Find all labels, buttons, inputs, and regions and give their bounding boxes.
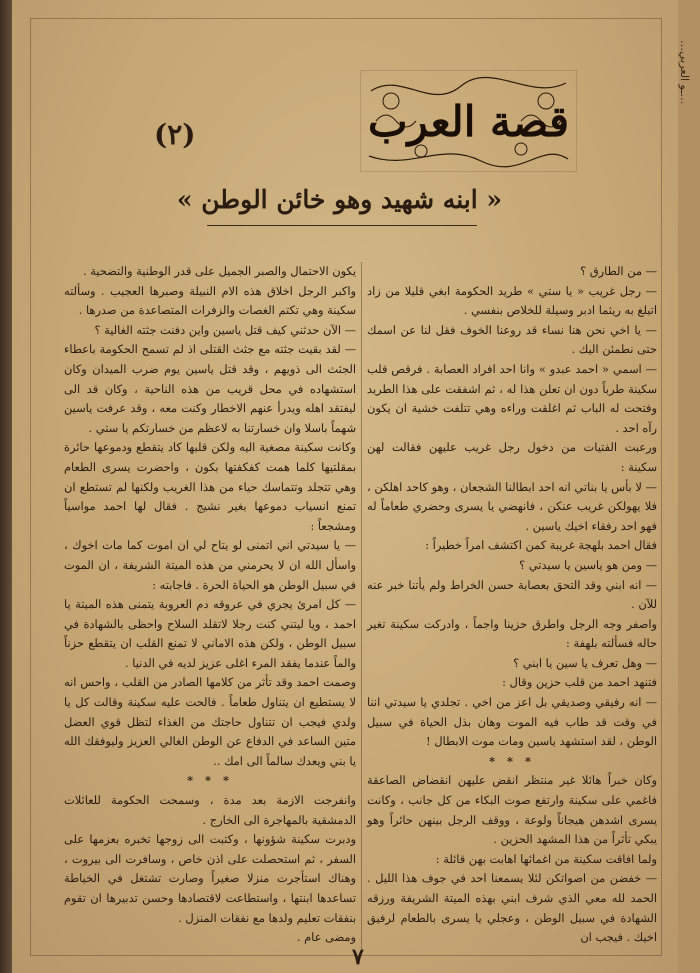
left-column	[64, 262, 356, 948]
column-divider	[361, 262, 362, 952]
paragraph: ورعبت الفتيات من دخول رجل غريب عليهن فقالت لهن سكينة :	[367, 440, 657, 474]
paragraph: وكانت سكينة مصغية اليه ولكن قلبها كاد يتقطع ودموعها حائرة بمقلتيها كلما همت كفكفتها بكون ، واحضرت يسرى الطعام وهي تتجلد وتتماسك حياء من هذا الغريب ولكنها لم تستطع ان تمنع انسياب دموعها بغير نشيج . فقال لها احمد مواسياً ومشجعاً :	[64, 440, 356, 533]
section-separator: * * *	[187, 773, 233, 788]
paragraph: — انه ابني وقد التحق بعصابة حسن الخراط ولم يأتنا خبر عنه للآن .	[367, 577, 657, 612]
article-headline: « ابنه شهيد وهو خائن الوطن »	[176, 185, 502, 214]
section-separator: * * *	[489, 753, 535, 768]
paragraph: — يا سيدتي اني اتمنى لو يتاح لي ان اموت كما مات اخوك ، واسأل الله ان لا يحرمني من هذه الميتة الشريفة ، ان الموت في سبيل الوطن هو الحياة الحرة . فاجابته :	[64, 538, 356, 592]
paragraph: واصفر وجه الرجل واطرق حزينا واجماً ، وادركت سكينة تغير حاله فسألته بلهفة :	[367, 616, 657, 651]
paragraph: — اسمي « احمد عبدو » وانا احد افراد العصابة . فرقص قلب سكينة طرباً دون ان تعلن هذا له ، ثم اشفقت على هذا الطريد وفتحت له الباب ثم اغلقت وراءه وهي تتلفت خشية ان يكون رآه احد .	[367, 361, 657, 435]
paragraph: واكبر الرجل اخلاق هذه الام النبيلة وصبرها العجيب . وسألته سكينة وهي تكتم الغصات والزفرات المتصاعدة من صدرها .	[64, 283, 356, 318]
headline-rule	[207, 225, 477, 226]
paragraph: يكون الاحتمال والصبر الجميل على قدر الوطنية والتضحية .	[82, 264, 356, 278]
paragraph: وانفرجت الازمة بعد مدة ، وسمحت الحكومة للعائلات الدمشقية بالمهاجرة الى الخارج .	[64, 793, 356, 827]
paragraph: — خفضن من اصواتكن لئلا يسمعنا احد في جوف هذا الليل . الحمد لله معي الذي شرف ابني بهذه الميتة الشريفة ورزقه الشهادة في سبيل الوطن ، وعجلي يا يسرى بالطعام لرفيق اخيك . فيجب ان	[367, 871, 657, 945]
next-page-text: …ـو العربي…	[678, 40, 691, 105]
paragraph: فتنهد احمد من قلب حزين وقال :	[502, 675, 657, 690]
paragraph: — الآن حدثني كيف قتل ياسين واين دفنت جثته الغالية ؟	[94, 322, 356, 337]
paragraph: — رجل غريب « يا ستي » طريد الحكومة ابغي قليلا من زاد اتبلغ به ريثما ادبر وسيلة للخلاص بنفسي .	[367, 283, 657, 318]
paragraph: — يا اخي نحن هنا نساء قد روعنا الخوف فقل لنا عن اسمك حتى نطمئن اليك .	[367, 322, 657, 357]
right-column	[367, 262, 657, 948]
magazine-page	[12, 0, 678, 973]
page-number: ٧	[352, 944, 364, 970]
paragraph: — كل امرئ يجري في عروقه دم العروبة يتمنى هذه الميتة يا احمد ، ويا ليتني كنت رجلا لاتقلد السلاح واحظى بالشهادة في سبيل الوطن ، ولكن هذه الاماني لا تمنع القلب ان يتقطع حزناً والماً عندما يفقد المرء اغلى عزيز لديه في الدنيا .	[64, 597, 356, 670]
paragraph: — ومن هو ياسين يا سيدتي ؟	[519, 557, 657, 572]
paragraph: ودبرت سكينة شؤونها ، وكتبت الى زوجها تخبره بعزمها على السفر ، ثم استحصلت على اذن خاص ، وسافرت الى بيروت ، وهناك استأجرت منزلا صغيراً وصارت تشتغل في الخياطة تساعدها ابنتها ، واستطاعت لاقتصادها وحسن تدبيرها ان تقوم بنفقات تعليم ولدها مع نفقات المنزل .	[64, 832, 356, 925]
paragraph: — لا بأس يا بناتي انه احد ابطالنا الشجعان ، وهو كاحد اهلكن ، فلا يهولكن غريب عنكن ، فانهضي يا يسرى وحضري طعاماً له فهو احد رفقاء اخيك ياسين .	[367, 479, 657, 533]
paragraph: ولما افاقت سكينة من اغمائها اهابت بهن قائلة :	[435, 851, 657, 866]
paragraph: وصمت احمد وقد تأثر من كلامها الصادر من القلب ، واحس انه لا يستطيع ان يتناول طعاماً . فالحت عليه سكينة وقالت كل يا ولدي فيجب ان تتناول حاجتك من الغذاء لتظل قوي العضل متين الساعد في الدفاع عن الوطن الغالي العزيز وليوفقك الله يا بني ويعدك سالماً الى امك ..	[64, 675, 356, 768]
logo-text: قصة العرب	[367, 96, 570, 146]
paragraph: فقال احمد بلهجة غريبة كمن اكتشف امراً خطيراً :	[425, 538, 657, 553]
paragraph: — وهل تعرف يا سين يا ابني ؟	[513, 655, 657, 670]
issue-number: (٢)	[154, 118, 196, 151]
series-logo	[360, 70, 577, 172]
next-page-edge	[678, 0, 700, 973]
paragraph: وكان خبراً هائلا غير منتظر انقض عليهن انقضاض الصاعقة فاغمي على سكينة وارتفع صوت البكاء من كل جانب ، وكانت يسرى اشدهن هيجاناً ولوعة ، ووقف الرجل بينهن حائراً وهو يبكي تأثراً من هذا المشهد الحزين .	[367, 773, 657, 847]
paragraph: — انه رفيقي وصديقي بل اعز من اخي . تجلدي يا سيدتي اننا في وقت قد طاب فيه الموت وهان بذل الحياة في سبيل الوطن ، لقد استشهد ياسين ومات موت الابطال !	[367, 695, 657, 749]
paragraph: — لقد بقيت جثته مع جثث القتلى اذ لم تسمح الحكومة باعطاء الجثث الى ذويهم ، وقد قتل ياسين يوم ضرب الميدان وكان استشهاده في محل قريب من هذه الناحية ، وكان قد الى ليفتقد اهله ويدرأ عنهم الاخطار وكنت معه ، وقد عرفت ياسين شهماً باسلا وان خسارتنا به لاعظم من خسارتكم يا ستي .	[64, 342, 356, 435]
paragraph: ومضى عام .	[296, 930, 356, 945]
paragraph: — من الطارق ؟	[580, 264, 657, 278]
